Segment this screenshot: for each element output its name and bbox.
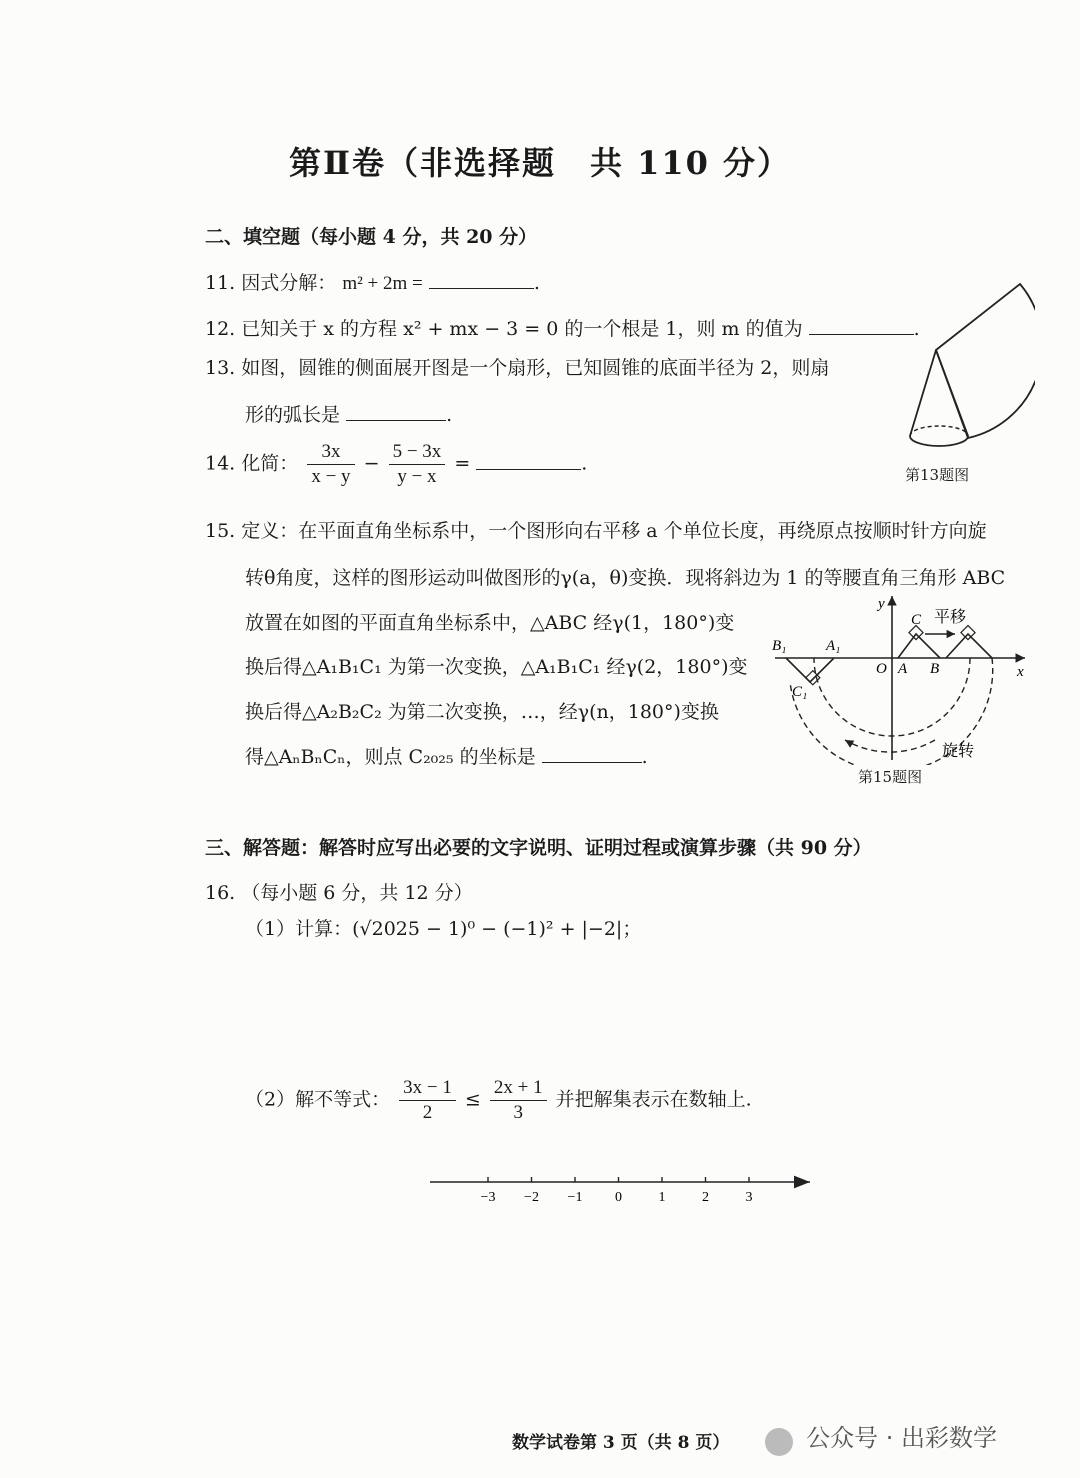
transform-figure (770, 590, 1035, 765)
fraction-right: $\frac{2x + 1}{3}$ (490, 1076, 547, 1125)
question-15-line2: 转θ角度，这样的图形运动叫做图形的γ(a，θ)变换．现将斜边为 1 的等腰直角三角形 ABC (245, 567, 1006, 589)
figure-13-caption: 第13题图 (905, 466, 970, 484)
tick-label: −2 (524, 1190, 539, 1205)
answer-blank[interactable] (809, 316, 914, 335)
label-rotate: 旋转 (942, 741, 975, 760)
fraction-1: $\frac{3x}{x - y}$ (307, 440, 354, 489)
rotation-arrow (845, 740, 935, 752)
fraction-left: $\frac{3x - 1}{2}$ (399, 1076, 456, 1125)
tick-label: 2 (702, 1190, 709, 1205)
page-title: 第Ⅱ卷（非选择题 共 110 分） (288, 144, 792, 182)
question-number: 11. (205, 272, 236, 294)
answer-blank[interactable] (429, 270, 534, 289)
right-angle-mark (961, 626, 975, 640)
question-15-line6: 得△AₙBₙCₙ，则点 C₂₀₂₅ 的坐标是 . (245, 746, 648, 768)
answer-blank[interactable] (346, 402, 446, 421)
question-number: 15. (205, 520, 236, 542)
question-13 (205, 353, 829, 380)
tick-label: 0 (615, 1190, 622, 1205)
cone-base-back (910, 426, 968, 436)
cone-figure (900, 278, 1035, 463)
watermark: 公众号 · 出彩数学 (765, 1418, 997, 1456)
label-b: B (930, 661, 940, 677)
figure-15-caption: 第15题图 (858, 768, 923, 786)
label-c: C (911, 612, 922, 628)
fraction-2: $\frac{5 - 3x}{y - x}$ (389, 440, 446, 489)
tick-label: 1 (658, 1190, 666, 1205)
question-number: 13. (205, 357, 236, 379)
label-a: A (898, 661, 908, 677)
label-c1: C₁ (792, 684, 808, 700)
question-number: 12. (205, 318, 236, 340)
label-x: x (1017, 664, 1024, 680)
question-number: 14. (205, 452, 236, 475)
label-y: y (878, 596, 885, 612)
section-3-heading: 三、解答题：解答时应写出必要的文字说明、证明过程或演算步骤（共 90 分） (205, 837, 872, 859)
cone-left-edge (910, 350, 936, 436)
tick-label: −1 (567, 1190, 583, 1205)
question-16-part1: （1）计算：(√2025 − 1)⁰ − (−1)² + |−2|； (245, 918, 642, 940)
triangle-abc (898, 634, 940, 658)
number-line[interactable] (425, 1168, 820, 1213)
question-15-line5: 换后得△A₂B₂C₂ 为第二次变换，…，经γ(n，180°)变换 (245, 701, 719, 723)
question-expr: m² + 2m = (342, 273, 423, 294)
tick-label: 3 (745, 1190, 753, 1205)
question-14: 14. 化简： $\frac{3x}{x - y}$ − $\frac{5 - 3x}{y - x}$ = . (205, 441, 588, 487)
question-13-line2: 形的弧长是 . (245, 404, 453, 426)
question-12: 12. 已知关于 x 的方程 x² + mx − 3 = 0 的一个根是 1，则 m 的值为 . (205, 318, 920, 340)
question-15-line4: 换后得△A₁B₁C₁ 为第一次变换，△A₁B₁C₁ 经γ(2，180°)变 (245, 656, 748, 678)
question-15-line1: 15. 定义：在平面直角坐标系中，一个图形向右平移 a 个单位长度，再绕原点按顺时针方向旋 (205, 520, 987, 542)
right-angle-mark (806, 671, 820, 685)
label-o: O (876, 661, 887, 677)
answer-blank[interactable] (542, 744, 642, 763)
question-text: 已知关于 x 的方程 x² + mx − 3 = 0 的一个根是 1，则 m 的值为 (241, 318, 803, 340)
sector-shape (936, 284, 1035, 438)
label-translate: 平移 (934, 607, 967, 626)
triangle-a1b1c1 (786, 658, 834, 682)
cone-right-edge (936, 350, 968, 436)
question-text: 因式分解： (241, 272, 337, 294)
question-15-line3: 放置在如图的平面直角坐标系中，△ABC 经γ(1，180°)变 (245, 612, 735, 634)
wechat-icon (765, 1428, 793, 1456)
question-text-line1: 如图，圆锥的侧面展开图是一个扇形，已知圆锥的底面半径为 2，则扇 (241, 357, 830, 379)
cone-base-front (910, 436, 968, 446)
tick-label: −3 (480, 1190, 496, 1205)
page-footer: 数学试卷第 3 页（共 8 页） (512, 1433, 730, 1453)
answer-blank[interactable] (476, 451, 581, 470)
triangle-translated (946, 634, 992, 658)
question-16-part2: （2）解不等式： $\frac{3x - 1}{2}$ ≤ $\frac{2x + 1}{3}$ 并把解集表示在数轴上. (245, 1077, 752, 1123)
label-b1: B₁ (772, 638, 787, 654)
question-text: 化简： (241, 452, 299, 475)
question-11: 11. 因式分解： m² + 2m = . (205, 272, 540, 294)
label-a1: A₁ (826, 638, 841, 654)
question-number: 16. (205, 882, 236, 904)
question-16: 16. （每小题 6 分，共 12 分） (205, 882, 473, 904)
section-2-heading: 二、填空题（每小题 4 分，共 20 分） (205, 226, 538, 248)
